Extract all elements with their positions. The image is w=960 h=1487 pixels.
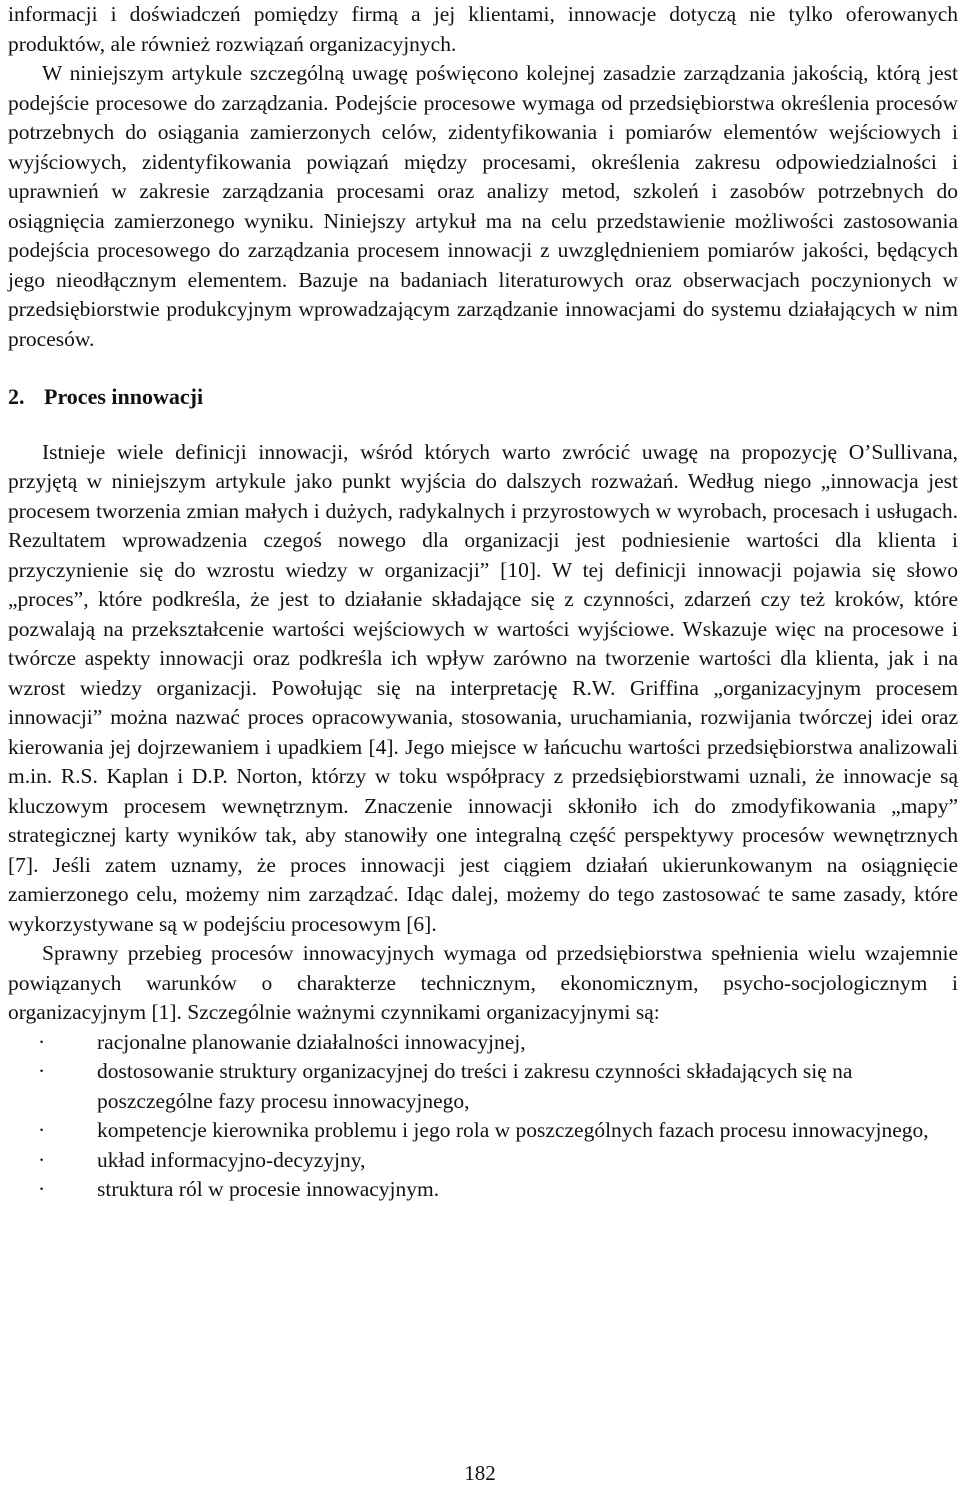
document-page bbox=[8, 0, 958, 1205]
bullet-icon: · bbox=[38, 1147, 46, 1172]
bullet-icon: · bbox=[38, 1029, 46, 1054]
list-item-text: układ informacyjno-decyzyjny, bbox=[97, 1147, 366, 1172]
section-number: 2. bbox=[8, 384, 25, 409]
list-item bbox=[8, 1028, 958, 1058]
list-item-text: racjonalne planowanie działalności innowacyjnej, bbox=[97, 1029, 526, 1054]
factors-list bbox=[8, 1028, 958, 1205]
bullet-icon: · bbox=[38, 1059, 46, 1083]
heading-spacer bbox=[8, 412, 958, 438]
list-item bbox=[8, 1057, 958, 1116]
section-title: Proces innowacji bbox=[44, 384, 204, 409]
page-number: 182 bbox=[464, 1461, 496, 1485]
list-item bbox=[8, 1116, 958, 1146]
paragraph-process-approach: W niniejszym artykule szczególną uwagę poświęcono kolejnej zasadzie zarządzania jakością, którą jest podejście procesowe do zarządzania. Podejście procesowe wymaga od przedsiębiorstwa określenia procesów potrzebnych do osiągania zamierzonych celów, zidentyfikowania i pomiarów elementów wejściowych i wyjściowych, zidentyfikowania powiązań między procesami, określenia zakresu odpowiedzialności i uprawnień w zakresie zarządzania procesami oraz analizy metod, szkoleń i zasobów potrzebnych do osiągnięcia zamierzonego wyniku. Niniejszy artykuł ma na celu przedstawienie możliwości zastosowania podejścia procesowego do zarządzania procesem innowacji z uwzględnieniem pomiarów jakości, będących jego nieodłącznym elementem. Bazuje na badaniach literaturowych oraz obserwacjach poczynionych w przedsiębiorstwie produkcyjnym wprowadzającym zarządzanie innowacjami do systemu działających w nim procesów. bbox=[8, 61, 958, 351]
bullet-icon: · bbox=[38, 1177, 46, 1201]
list-item bbox=[8, 1146, 958, 1176]
list-item-text: kompetencje kierownika problemu i jego rola w poszczególnych fazach procesu innowacyjnego, bbox=[97, 1118, 929, 1142]
bullet-icon: · bbox=[38, 1118, 46, 1142]
list-item bbox=[8, 1175, 958, 1205]
paragraph-intro-continuation: informacji i doświadczeń pomiędzy firmą a jej klientami, innowacje dotyczą nie tylko oferowanych produktów, ale również rozwiązań organizacyjnych. bbox=[8, 2, 958, 56]
list-item-text: struktura ról w procesie innowacyjnym. bbox=[97, 1177, 440, 1201]
paragraph-organizational-factors: Sprawny przebieg procesów innowacyjnych wymaga od przedsiębiorstwa spełnienia wielu wzajemnie powiązanych warunków o charakterze technicznym, ekonomicznym, psycho-socjologicznym i organizacyjnym [1]. Szczególnie ważnymi czynnikami organizacyjnymi są: bbox=[8, 941, 958, 1024]
list-item-text: dostosowanie struktury organizacyjnej do treści i zakresu czynności składających się na poszczególne fazy procesu innowacyjnego, bbox=[97, 1059, 853, 1113]
section-heading bbox=[8, 382, 958, 412]
paragraph-innovation-definitions: Istnieje wiele definicji innowacji, wśród których warto zwrócić uwagę na propozycję O’Sullivana, przyjętą w niniejszym artykule jako punkt wyjścia do dalszych rozważań. Według niego „innowacja jest procesem tworzenia zmian małych i dużych, radykalnych i przyrostowych w wyrobach, procesach i usługach. Rezultatem wprowadzenia czegoś nowego dla organizacji jest podniesienie wartości dla klienta i przyczynienie się do wzrostu wiedzy w organizacji” [10]. W tej definicji innowacji pojawia się słowo „proces”, które podkreśla, że jest to działanie składające się z czynności, zdarzeń czy też kroków, które pozwalają na przekształcenie wartości wejściowych w wartości wyjściowe. Wskazuje więc na procesowe i twórcze aspekty innowacji oraz podkreśla ich wpływ zarówno na tworzenie wartości dla klienta, jak i na wzrost wiedzy organizacji. Powołując się na interpretację R.W. Griffina „organizacyjnym procesem innowacji” można nazwać proces opracowywania, stosowania, uruchamiania, rozwijania twórczej idei oraz kierowania jej dojrzewaniem i upadkiem [4]. Jego miejsce w łańcuchu wartości przedsiębiorstwa analizowali m.in. R.S. Kaplan i D.P. Norton, którzy w toku współpracy z przedsiębiorstwami uznali, że innowacje są kluczowym procesem wewnętrznym. Znaczenie innowacji skłoniło ich do zmodyfikowania „mapy” strategicznej karty wyników tak, aby stanowiły one integralną część perspektywy procesów wewnętrznych [7]. Jeśli zatem uznamy, że proces innowacji jest ciągiem działań ukierunkowanym na osiągnięcie zamierzonego celu, możemy nim zarządzać. Idąc dalej, możemy do tego zastosować te same zasady, które wykorzystywane są w podejściu procesowym [6]. bbox=[8, 439, 958, 936]
